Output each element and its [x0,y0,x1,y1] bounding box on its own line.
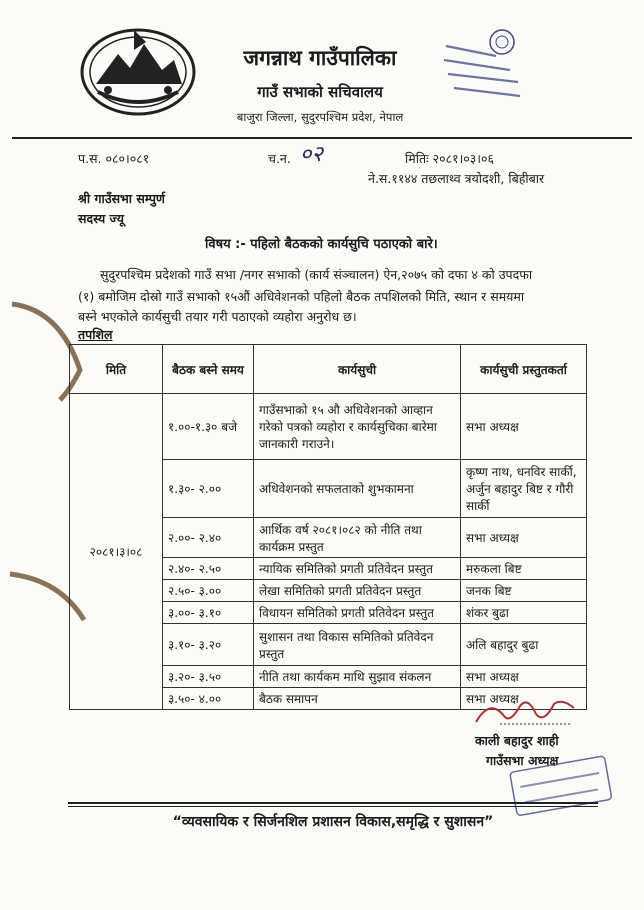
time-cell: २.००- २.४० [163,518,254,558]
body-paragraph-line: सुदुरपश्चिम प्रदेशको गाउँ सभा /नगर सभाको (कार्य संञ्चालन) ऐन,२०७५ को दफा ४ को उपदफा [100,267,533,282]
presenter-cell: शंकर बुढा [461,602,587,624]
presenter-cell: मरुकला बिष्ट [461,558,587,580]
time-cell: ३.५०- ४.०० [163,688,254,710]
table-caption: तपशिल [78,327,113,342]
meeting-date-cell: २०८१।३।०८ [70,394,163,710]
time-cell: ३.१०- ३.२० [163,624,254,666]
agenda-cell: बैठक समापन [254,688,461,710]
presenter-cell: सभा अध्यक्ष [461,394,587,460]
office-stamp-top [440,26,526,106]
agenda-cell: लेखा समितिको प्रगती प्रतिवेदन प्रस्तुत [254,580,461,602]
time-cell: ३.००- ३.१० [163,602,254,624]
agenda-cell: न्यायिक समितिको प्रगती प्रतिवेदन प्रस्तुत [254,558,461,580]
signatory-name: काली बहादुर शाही [475,733,559,748]
footer-slogan: “व्यवसायिक र सिर्जनशिल प्रशासन विकास,समृद्धि र सुशासन” [172,814,494,830]
presenter-cell: सभा अध्यक्ष [461,688,587,710]
signatory-title: गाउँसभा अध्यक्ष [486,753,559,768]
time-cell: २.४०- २.५० [163,558,254,580]
subject-line: विषय :- पहिलो बैठकको कार्यसुचि पठाएको बारे। [205,237,438,252]
nepal-emblem-logo [78,20,198,116]
chalani-number: ०२ [300,142,323,167]
letter-date: मितिः २०८१।०३।०६ [405,151,495,166]
agenda-cell: आर्थिक वर्ष २०८१।०८२ को नीति तथा कार्यक्रम प्रस्तुत [254,518,461,558]
recipient-line: सदस्य ज्यू [78,211,124,226]
presenter-cell: कृष्ण नाथ, धनविर सार्की, अर्जुन बहादुर बिष्ट र गौरी सार्की [461,460,587,518]
header-date: मिति [70,345,163,394]
presenter-cell: जनक बिष्ट [461,580,587,602]
agenda-table [69,344,587,704]
presenter-cell: अलि बहादुर बुढा [461,624,587,666]
handwritten-signature [470,694,580,728]
footer-divider [68,802,598,804]
agenda-cell: गाउँसभाको १५ औ अधिवेशनको आव्हान गरेको पत्रको व्यहोरा र कार्यसुचिका बारेमा जानकारी गराउने। [254,394,461,460]
time-cell: ३.२०- ३.५० [163,666,254,688]
time-cell: १.३०- २.०० [163,460,254,518]
nepal-sambat-date: ने.स.११४४ तछलाथ्व त्रयोदशी, बिहीबार [368,171,545,186]
chalani-label: च.न. [268,151,291,166]
footer-divider [68,806,598,807]
time-cell: १.००-१.३० बजे [163,394,254,460]
header-agenda: कार्यसुची [254,345,461,394]
recipient-line: श्री गाउँसभा सम्पुर्ण [78,191,165,206]
agenda-cell: सुशासन तथा विकास समितिको प्रतिवेदन प्रस्तुत [254,624,461,666]
letter-ps-number: प.स. ०८०।०८१ [78,151,150,166]
header-presenter: कार्यसुची प्रस्तुतकर्ता [461,345,587,394]
body-paragraph-line: बस्ने भएकोले कार्यसुची तयार गरी पठाएको व्यहोरा अनुरोध छ। [78,309,357,324]
municipality-title: जगन्नाथ गाउँपालिका [243,46,397,70]
table-row [70,394,587,460]
body-paragraph-line: (१) बमोजिम दोस्रो गाउँ सभाको १५औं अधिवेशनको पहिलो बैठक तपशिलको मिति, स्थान र समयमा [78,289,525,304]
presenter-cell: सभा अध्यक्ष [461,666,587,688]
agenda-cell: नीति तथा कार्यकम माथि सुझाव संकलन [254,666,461,688]
secretariat-subtitle: गाउँ सभाको सचिवालय [257,83,383,101]
address-line: बाजुरा जिल्ला, सुदुरपश्चिम प्रदेश, नेपाल [236,110,404,124]
agenda-cell: अधिवेशनको सफलताको शुभकामना [254,460,461,518]
agenda-cell: विधायन समितिको प्रगती प्रतिवेदन प्रस्तुत [254,602,461,624]
presenter-cell: सभा अध्यक्ष [461,518,587,558]
time-cell: २.५०- ३.०० [163,580,254,602]
header-time: बैठक बस्ने समय [163,345,254,394]
